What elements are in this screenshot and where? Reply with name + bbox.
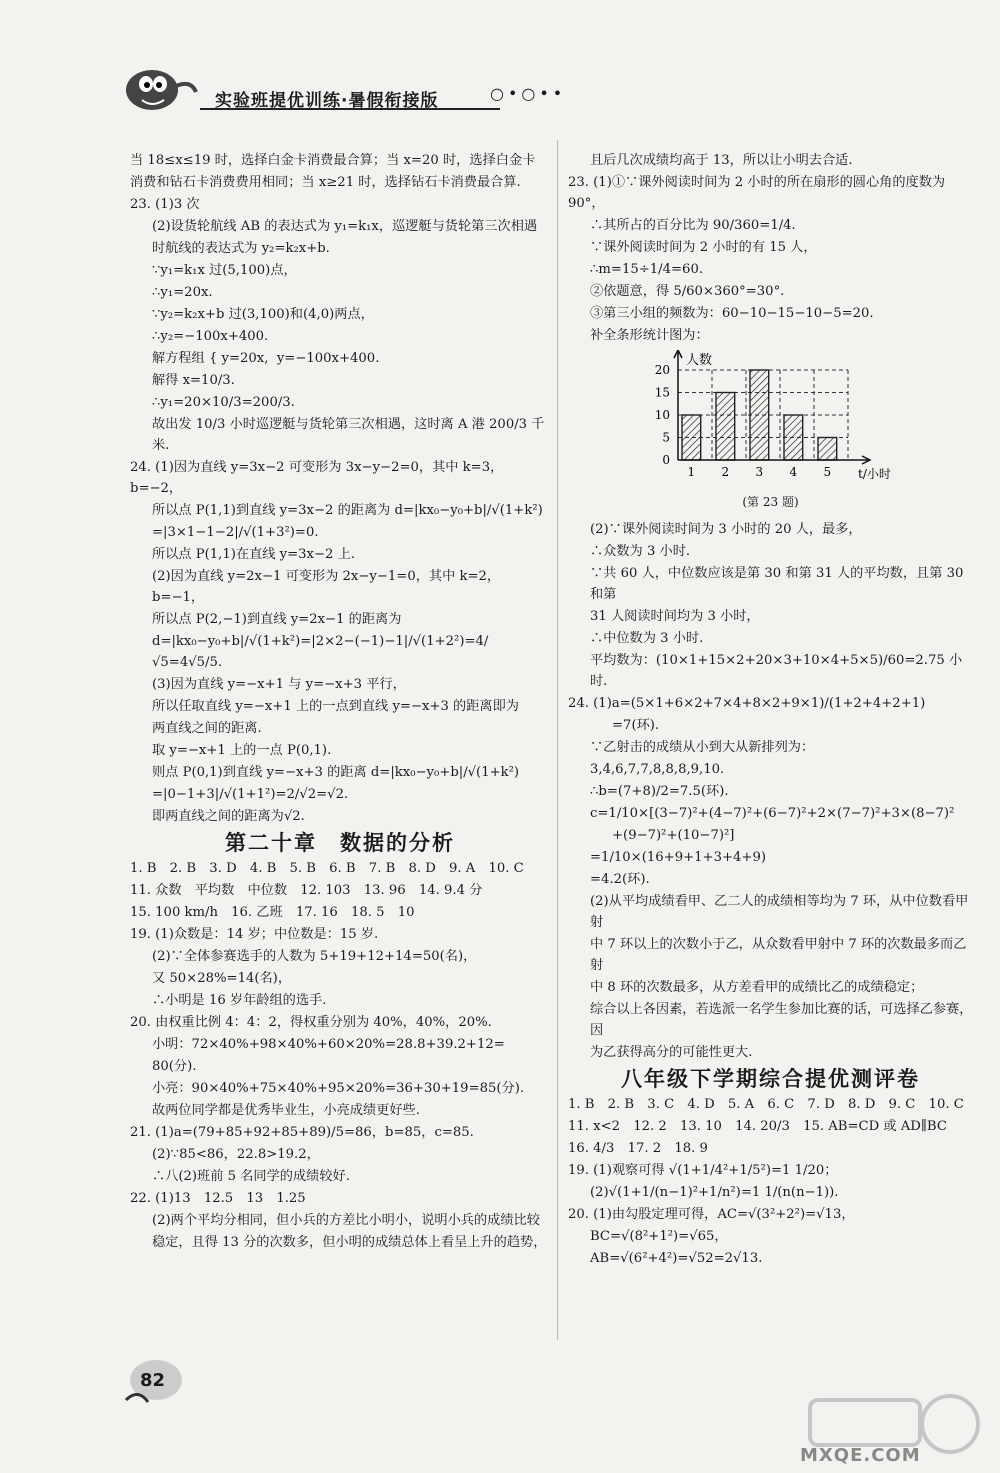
right-column <box>568 150 973 1270</box>
text-line: 24. (1)因为直线 y=3x−2 可变形为 3x−y−2=0，其中 k=3，b=−2， <box>130 460 504 496</box>
text-line: ∵共 60 人，中位数应该是第 30 和第 31 人的平均数，且第 30 和第 <box>590 566 968 602</box>
bar <box>784 415 803 460</box>
text-line: 20. 由权重比例 4：4：2，得权重分别为 40%，40%，20%. <box>130 1015 492 1030</box>
text-line: 平均数为：(10×1+15×2+20×3+10×4+5×5)/60=2.75 小时. <box>590 653 963 689</box>
text-line: (2)√(1+1/(n−1)²+1/n²)=1 1/(n(n−1)). <box>590 1185 839 1200</box>
text-line: (2)两个平均分相同，但小兵的方差比小明小，说明小兵的成绩比较 <box>152 1213 540 1228</box>
text-line: 故两位同学都是优秀毕业生，小亮成绩更好些. <box>152 1103 420 1118</box>
text-line: 且后几次成绩均高于 13，所以让小明去合适. <box>590 153 853 168</box>
text-line: AB=√(6²+4²)=√52=2√13. <box>590 1251 763 1266</box>
text-line: (3)因为直线 y=−x+1 与 y=−x+3 平行， <box>152 677 406 692</box>
text-line: c=1/10×[(3−7)²+(4−7)²+(6−7)²+2×(7−7)²+3×(8−7)² <box>590 806 955 821</box>
text-line: 19. (1)众数是：14 岁；中位数是：15 岁. <box>130 927 379 942</box>
text-line: 23. (1)3 次 <box>130 197 200 212</box>
bar-chart <box>638 350 898 490</box>
y-tick-label: 20 <box>654 363 670 377</box>
text-line: 1. B 2. B 3. D 4. B 5. B 6. B 7. B 8. D 9. A 10. C <box>130 861 524 876</box>
header-rule <box>200 108 500 110</box>
text-line: ∴其所占的百分比为 90/360=1/4. <box>590 218 796 233</box>
text-line: ∵乙射击的成绩从小到大从新排列为： <box>590 740 815 755</box>
text-line: 解方程组 { y=20x, y=−100x+400. <box>152 351 380 366</box>
text-line: 取 y=−x+1 上的一点 P(0,1). <box>152 743 332 758</box>
x-axis-label: t/小时 <box>858 467 891 481</box>
left-column <box>130 150 550 1254</box>
text-line: 15. 100 km/h 16. 乙班 17. 16 18. 5 10 <box>130 905 415 920</box>
x-tick-label: 3 <box>755 465 764 479</box>
text-line: 小亮：90×40%+75×40%+95×20%=36+30+19=85(分). <box>152 1081 525 1096</box>
page-number: 82 <box>140 1370 166 1391</box>
text-line: 21. (1)a=(79+85+92+85+89)/5=86，b=85，c=85. <box>130 1125 474 1140</box>
text-line: ∵课外阅读时间为 2 小时的有 15 人， <box>590 240 817 255</box>
text-line: (2)从平均成绩看甲、乙二人的成绩相等均为 7 环，从中位数看甲射 <box>590 894 969 930</box>
text-line: =1/10×(16+9+1+3+4+9) <box>590 850 766 865</box>
text-line: 24. (1)a=(5×1+6×2+7×4+8×2+9×1)/(1+2+4+2+1) <box>568 696 926 711</box>
text-line: 1. B 2. B 3. C 4. D 5. A 6. C 7. D 8. D 9. C 10. C <box>568 1097 964 1112</box>
y-tick-label: 0 <box>662 453 670 467</box>
y-tick-label: 15 <box>654 385 670 400</box>
text-line: ∴m=15÷1/4=60. <box>590 262 704 277</box>
text-line: 80(分). <box>152 1059 197 1074</box>
text-line: d=|kx₀−y₀+b|/√(1+k²)=|2×2−(−1)−1|/√(1+2²)=4/√5=4√5/5. <box>152 634 489 670</box>
text-line: ∴y₁=20×10/3=200/3. <box>152 395 295 410</box>
text-line: ∴小明是 16 岁年龄组的选手. <box>152 993 327 1008</box>
chapter-heading: 第二十章 数据的分析 <box>225 831 455 855</box>
text-line: 故出发 10/3 小时巡逻艇与货轮第三次相遇，这时离 A 港 200/3 千米. <box>152 417 545 453</box>
text-line: ∴y₁=20x. <box>152 285 213 300</box>
right-top-text <box>568 150 973 346</box>
mascot-icon <box>112 58 202 118</box>
text-line: 所以点 P(2,−1)到直线 y=2x−1 的距离为 <box>152 612 402 627</box>
text-line: ②依题意，得 5/60×360°=30°. <box>590 284 785 299</box>
text-line: 所以任取直线 y=−x+1 上的一点到直线 y=−x+3 的距离即为 <box>152 699 519 714</box>
text-line: 中 7 环以上的次数小于乙，从众数看甲射中 7 环的次数最多而乙射 <box>590 937 967 973</box>
text-line: 稳定，且得 13 分的次数多，但小明的成绩总体上看呈上升的趋势， <box>152 1235 547 1250</box>
column-divider <box>557 140 558 1340</box>
text-line: 31 人阅读时间均为 3 小时， <box>590 609 760 624</box>
text-line: 消费和钻石卡消费费用相同；当 x≥21 时，选择钻石卡消费最合算. <box>130 175 521 190</box>
text-line: ∵y₂=k₂x+b 过(3,100)和(4,0)两点， <box>152 307 374 322</box>
x-tick-label: 2 <box>721 465 730 479</box>
x-tick-label: 1 <box>687 465 696 479</box>
text-line: (2)设货轮航线 AB 的表达式为 y₁=k₁x，巡逻艇与货轮第三次相遇 <box>152 219 538 234</box>
text-line: 综合以上各因素，若选派一名学生参加比赛的话，可选择乙参赛，因 <box>590 1002 973 1038</box>
text-line: 3,4,6,7,7,8,8,8,9,10. <box>590 762 725 777</box>
text-line: 为乙获得高分的可能性更大. <box>590 1045 753 1060</box>
text-line: 16. 4/3 17. 2 18. 9 <box>568 1141 708 1156</box>
text-line: ∴中位数为 3 小时. <box>590 631 704 646</box>
text-line: 两直线之间的距离. <box>152 721 262 736</box>
text-line: =|0−1+3|/√(1+1²)=2/√2=√2. <box>152 787 349 802</box>
bar <box>750 370 769 460</box>
text-line: (2)∵全体参赛选手的人数为 5+19+12+14=50(名)， <box>152 949 477 964</box>
text-line: =4.2(环). <box>590 872 650 887</box>
text-line: 20. (1)由勾股定理可得，AC=√(3²+2²)=√13， <box>568 1207 855 1222</box>
bar-chart-svg <box>638 350 898 490</box>
text-line: 又 50×28%=14(名)， <box>152 971 292 986</box>
text-line: 所以点 P(1,1)在直线 y=3x−2 上. <box>152 547 355 562</box>
text-line: 19. (1)观察可得 √(1+1/4²+1/5²)=1 1/20； <box>568 1163 838 1178</box>
text-line: 补全条形统计图为： <box>590 328 709 343</box>
text-line: =7(环). <box>612 718 660 733</box>
text-line: ③第三小组的频数为：60−10−15−10−5=20. <box>590 306 874 321</box>
text-line: (2)∵85<86，22.8>19.2， <box>152 1147 320 1162</box>
chart-caption: (第 23 题) <box>742 495 799 509</box>
text-line: 当 18≤x≤19 时，选择白金卡消费最合算；当 x=20 时，选择白金卡 <box>130 153 536 168</box>
text-line: ∵y₁=k₁x 过(5,100)点， <box>152 263 297 278</box>
watermark-text: MXQE.COM <box>800 1445 921 1466</box>
text-line: 11. 众数 平均数 中位数 12. 103 13. 96 14. 9.4 分 <box>130 883 483 898</box>
bar <box>716 393 735 461</box>
chapter-heading: 八年级下学期综合提优测评卷 <box>621 1067 920 1091</box>
text-line: +(9−7)²+(10−7)²] <box>612 828 735 843</box>
x-tick-label: 4 <box>789 465 798 479</box>
text-line: (2)∵课外阅读时间为 3 小时的 20 人，最多， <box>590 522 862 537</box>
bar <box>818 438 837 461</box>
text-line: 所以点 P(1,1)到直线 y=3x−2 的距离为 d=|kx₀−y₀+b|/√(1+k²) <box>152 503 543 518</box>
text-line: 23. (1)①∵课外阅读时间为 2 小时的所在扇形的圆心角的度数为 90°， <box>568 175 950 211</box>
text-line: (2)因为直线 y=2x−1 可变形为 2x−y−1=0，其中 k=2，b=−1， <box>152 569 501 605</box>
y-tick-label: 10 <box>654 408 670 422</box>
text-line: 时航线的表达式为 y₂=k₂x+b. <box>152 241 330 256</box>
text-line: 中 8 环的次数最多，从方差看甲的成绩比乙的成绩稳定； <box>590 980 924 995</box>
bar <box>682 415 701 460</box>
text-line: 即两直线之间的距离为√2. <box>152 809 305 824</box>
text-line: ∴y₂=−100x+400. <box>152 329 269 344</box>
right-bottom-text <box>568 519 973 1269</box>
text-line: 11. x<2 12. 2 13. 10 14. 20/3 15. AB=CD 或 AD∥BC <box>568 1119 947 1134</box>
text-line: 解得 x=10/3. <box>152 373 235 388</box>
header-dots: ○•○•• <box>490 84 567 103</box>
text-line: =|3×1−1−2|/√(1+3²)=0. <box>152 525 319 540</box>
y-tick-label: 5 <box>662 430 670 445</box>
text-line: 则点 P(0,1)到直线 y=−x+3 的距离 d=|kx₀−y₀+b|/√(1+k²) <box>152 765 520 780</box>
header-title: 实验班提优训练·暑假衔接版 <box>215 91 439 111</box>
text-line: 小明：72×40%+98×40%+60×20%=28.8+39.2+12= <box>152 1037 505 1052</box>
text-line: 22. (1)13 12.5 13 1.25 <box>130 1191 306 1206</box>
y-axis-label: 人数 <box>686 353 713 368</box>
text-line: BC=√(8²+1²)=√65， <box>590 1229 728 1244</box>
text-line: ∴众数为 3 小时. <box>590 544 691 559</box>
text-line: ∴b=(7+8)/2=7.5(环). <box>590 784 729 799</box>
x-tick-label: 5 <box>823 465 832 479</box>
text-line: ∴八(2)班前 5 名同学的成绩较好. <box>152 1169 350 1184</box>
